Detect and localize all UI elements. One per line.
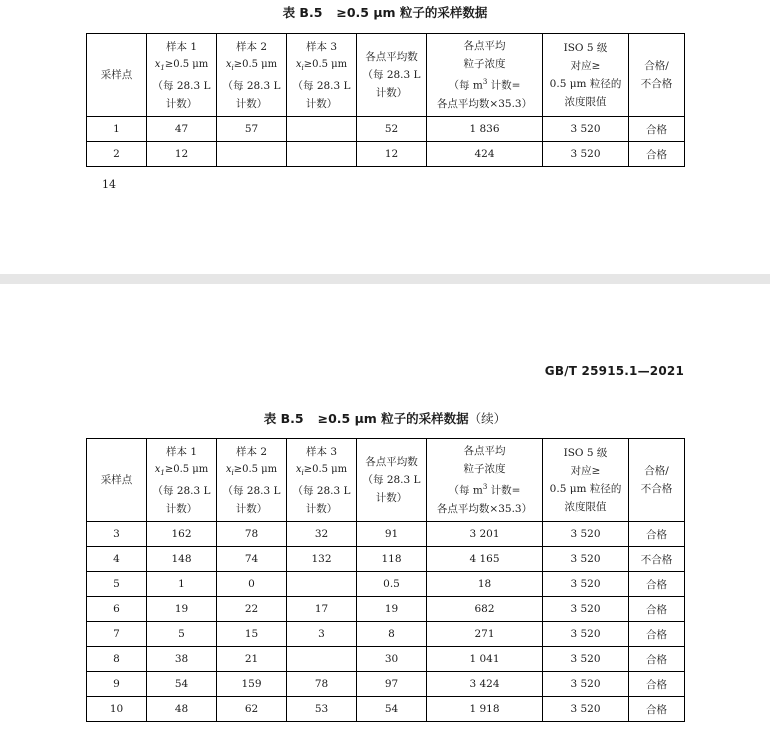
cell-pass-fail: 合格 — [629, 597, 685, 622]
cell-pass-fail: 合格 — [629, 572, 685, 597]
cell-iso-limit: 3 520 — [543, 597, 629, 622]
cell-sample-1: 162 — [147, 522, 217, 547]
cell-sample-3 — [287, 572, 357, 597]
sampling-data-table — [86, 33, 685, 167]
cell-concentration: 18 — [427, 572, 543, 597]
cell-concentration: 271 — [427, 622, 543, 647]
cell-sample-1: 19 — [147, 597, 217, 622]
cell-pass-fail: 合格 — [629, 697, 685, 722]
header-particle-concentration: 各点平均 粒子浓度 （每 $m^3$ 计数= 各点平均数×35.3） — [427, 439, 543, 522]
cell-sample-3: 53 — [287, 697, 357, 722]
cell-sample-1: 48 — [147, 697, 217, 722]
header-sample-3: 样本 3 $x_i\ge 0.5$ μm （每 28.3 L 计数） — [287, 439, 357, 522]
header-iso-limit: ISO 5 级 对应≥ 0.5 μm 粒径的 浓度限值 — [543, 439, 629, 522]
cell-sampling-point: 7 — [87, 622, 147, 647]
cell-concentration: 682 — [427, 597, 543, 622]
cell-iso-limit: 3 520 — [543, 522, 629, 547]
table-caption: ≥0.5 μm 粒子的采样数据 — [317, 411, 469, 426]
table-row — [87, 672, 685, 697]
cell-sample-2: 62 — [217, 697, 287, 722]
table-row — [87, 522, 685, 547]
cell-pass-fail: 合格 — [629, 117, 685, 142]
cell-concentration: 1 918 — [427, 697, 543, 722]
standard-id: GB/T 25915.1—2021 — [544, 364, 684, 378]
cell-iso-limit: 3 520 — [543, 622, 629, 647]
cell-sampling-point: 5 — [87, 572, 147, 597]
cell-iso-limit: 3 520 — [543, 117, 629, 142]
cell-sampling-point: 3 — [87, 522, 147, 547]
cell-sampling-point: 6 — [87, 597, 147, 622]
cell-point-average: 0.5 — [357, 572, 427, 597]
header-point-average: 各点平均数 （每 28.3 L 计数） — [357, 439, 427, 522]
table-row — [87, 572, 685, 597]
cell-concentration: 424 — [427, 142, 543, 167]
cell-sample-2: 78 — [217, 522, 287, 547]
table-row — [87, 647, 685, 672]
cell-sample-2: 15 — [217, 622, 287, 647]
page-divider — [0, 274, 770, 284]
cell-sample-1: 47 — [147, 117, 217, 142]
table-label: 表 B.5 — [282, 5, 323, 20]
cell-sample-1: 38 — [147, 647, 217, 672]
table-row — [87, 697, 685, 722]
cell-sampling-point: 10 — [87, 697, 147, 722]
cell-sample-2: 0 — [217, 572, 287, 597]
cell-sampling-point: 4 — [87, 547, 147, 572]
page-number: 14 — [102, 178, 116, 191]
header-row — [87, 34, 685, 117]
cell-concentration: 3 424 — [427, 672, 543, 697]
cell-sample-1: 12 — [147, 142, 217, 167]
page-1 — [0, 0, 770, 274]
cell-sample-2: 74 — [217, 547, 287, 572]
header-sample-3: 样本 3 $x_i\ge 0.5$ μm （每 28.3 L 计数） — [287, 34, 357, 117]
cell-sampling-point: 2 — [87, 142, 147, 167]
cell-sample-2: 57 — [217, 117, 287, 142]
cell-point-average: 91 — [357, 522, 427, 547]
cell-iso-limit: 3 520 — [543, 572, 629, 597]
cell-point-average: 52 — [357, 117, 427, 142]
cell-concentration: 3 201 — [427, 522, 543, 547]
header-pass-fail: 合格/ 不合格 — [629, 34, 685, 117]
cell-pass-fail: 合格 — [629, 622, 685, 647]
cell-sample-1: 1 — [147, 572, 217, 597]
cell-point-average: 30 — [357, 647, 427, 672]
cell-sampling-point: 9 — [87, 672, 147, 697]
cell-sample-3 — [287, 647, 357, 672]
cell-sample-1: 54 — [147, 672, 217, 697]
cell-sample-2: 21 — [217, 647, 287, 672]
header-iso-limit: ISO 5 级 对应≥ 0.5 μm 粒径的 浓度限值 — [543, 34, 629, 117]
cell-point-average: 54 — [357, 697, 427, 722]
cell-point-average: 97 — [357, 672, 427, 697]
table-body — [87, 522, 685, 722]
cell-iso-limit: 3 520 — [543, 547, 629, 572]
cell-sample-1: 5 — [147, 622, 217, 647]
cell-sample-2 — [217, 142, 287, 167]
header-particle-concentration: 各点平均 粒子浓度 （每 $m^3$ 计数= 各点平均数×35.3） — [427, 34, 543, 117]
table-header — [87, 439, 685, 522]
cell-point-average: 118 — [357, 547, 427, 572]
table-row — [87, 142, 685, 167]
table-caption: ≥0.5 μm 粒子的采样数据 — [336, 5, 488, 20]
table-row — [87, 597, 685, 622]
cell-sampling-point: 8 — [87, 647, 147, 672]
cell-sample-3: 78 — [287, 672, 357, 697]
header-sample-1: 样本 1 $x_1\ge 0.5$ μm （每 28.3 L 计数） — [147, 34, 217, 117]
sampling-data-table-continued — [86, 438, 685, 722]
cell-sample-2: 22 — [217, 597, 287, 622]
table-title — [0, 3, 770, 21]
table-label: 表 B.5 — [263, 411, 304, 426]
table-header — [87, 34, 685, 117]
header-sample-2: 样本 2 $x_i\ge 0.5$ μm （每 28.3 L 计数） — [217, 439, 287, 522]
header-sample-2: 样本 2 $x_i\ge 0.5$ μm （每 28.3 L 计数） — [217, 34, 287, 117]
cell-sample-2: 159 — [217, 672, 287, 697]
cell-sample-3: 132 — [287, 547, 357, 572]
cell-pass-fail: 合格 — [629, 522, 685, 547]
table-title-continued — [0, 409, 770, 427]
cell-sampling-point: 1 — [87, 117, 147, 142]
cell-concentration: 1 836 — [427, 117, 543, 142]
cell-pass-fail: 合格 — [629, 142, 685, 167]
cell-pass-fail: 合格 — [629, 672, 685, 697]
cell-sample-3: 17 — [287, 597, 357, 622]
cell-sample-3 — [287, 117, 357, 142]
header-sample-1: 样本 1 $x_1\ge 0.5$ μm （每 28.3 L 计数） — [147, 439, 217, 522]
cell-concentration: 4 165 — [427, 547, 543, 572]
cell-sample-3: 32 — [287, 522, 357, 547]
cell-iso-limit: 3 520 — [543, 142, 629, 167]
continued-marker: （续） — [468, 411, 507, 426]
cell-point-average: 8 — [357, 622, 427, 647]
cell-sample-1: 148 — [147, 547, 217, 572]
cell-point-average: 19 — [357, 597, 427, 622]
cell-iso-limit: 3 520 — [543, 697, 629, 722]
header-pass-fail: 合格/ 不合格 — [629, 439, 685, 522]
header-point-average: 各点平均数 （每 28.3 L 计数） — [357, 34, 427, 117]
table-body — [87, 117, 685, 167]
cell-iso-limit: 3 520 — [543, 647, 629, 672]
cell-pass-fail: 不合格 — [629, 547, 685, 572]
cell-point-average: 12 — [357, 142, 427, 167]
cell-concentration: 1 041 — [427, 647, 543, 672]
cell-iso-limit: 3 520 — [543, 672, 629, 697]
cell-sample-3 — [287, 142, 357, 167]
page-2 — [0, 284, 770, 743]
table-row — [87, 622, 685, 647]
table-row — [87, 117, 685, 142]
table-row — [87, 547, 685, 572]
cell-pass-fail: 合格 — [629, 647, 685, 672]
header-sampling-point: 采样点 — [87, 34, 147, 117]
header-sampling-point: 采样点 — [87, 439, 147, 522]
cell-sample-3: 3 — [287, 622, 357, 647]
header-row — [87, 439, 685, 522]
